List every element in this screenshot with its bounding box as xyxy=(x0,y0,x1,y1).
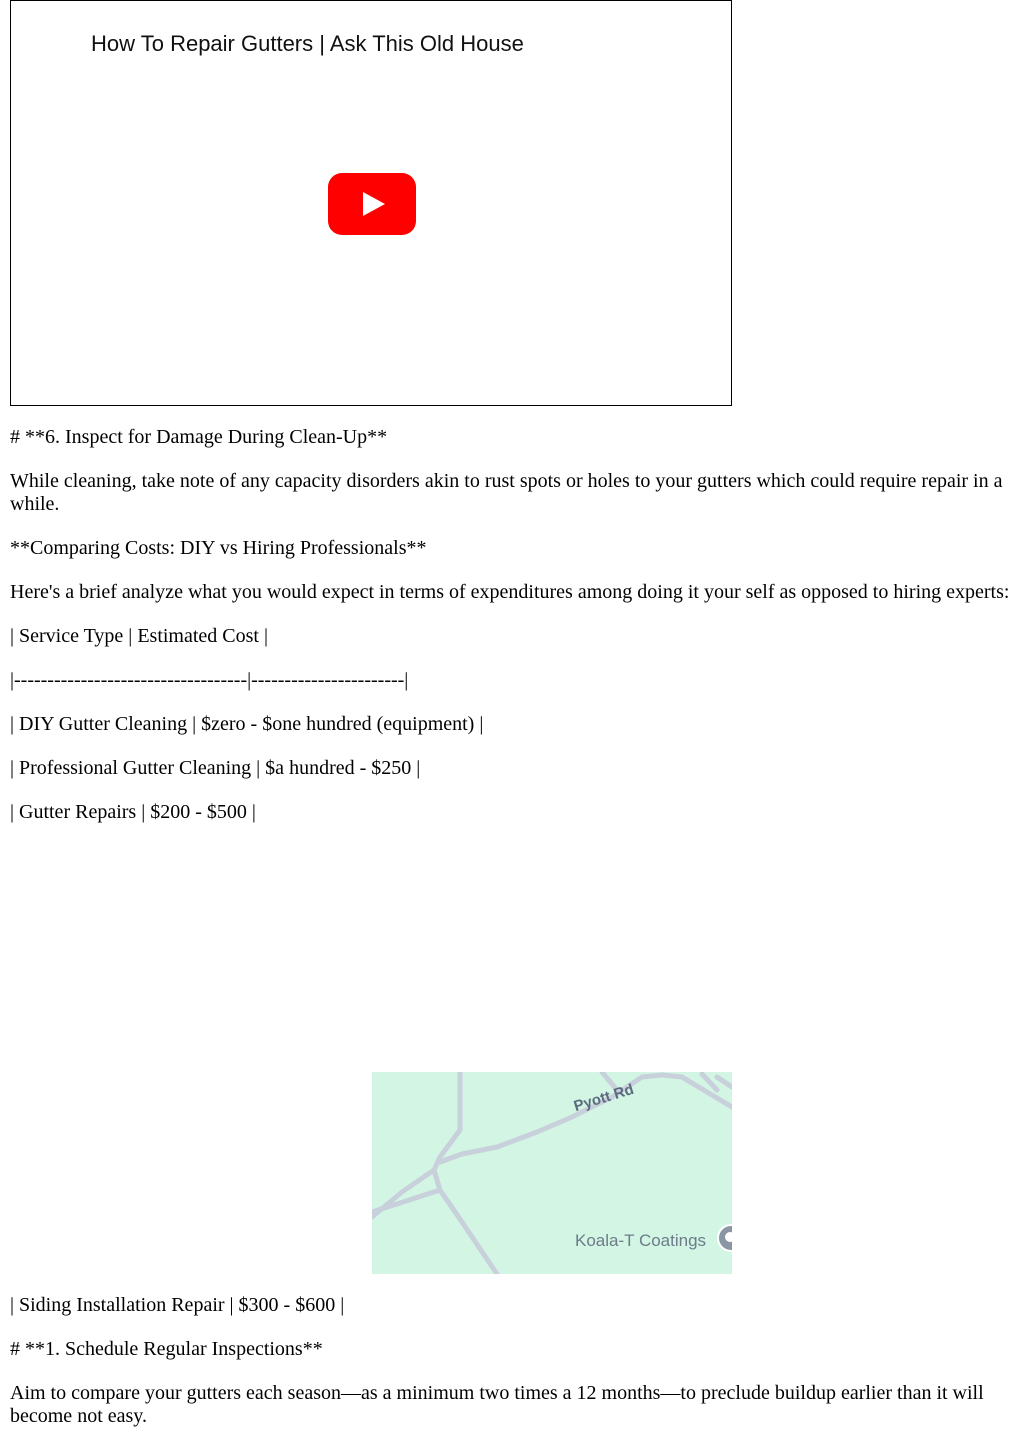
subheading: **Comparing Costs: DIY vs Hiring Professionals** xyxy=(10,537,427,559)
table-row: | Siding Installation Repair | $300 - $600 | xyxy=(10,1294,345,1316)
section-heading: # **6. Inspect for Damage During Clean-Up** xyxy=(10,426,388,448)
video-title[interactable]: How To Repair Gutters | Ask This Old House xyxy=(91,31,524,56)
table-row: | DIY Gutter Cleaning | $zero - $one hundred (equipment) | xyxy=(10,713,484,735)
paragraph: Aim to compare your gutters each season—as a minimum two times a 12 months—to preclude buildup earlier than it will become not easy. xyxy=(10,1382,984,1427)
article-body-continued xyxy=(10,1294,1010,1449)
play-icon xyxy=(328,173,416,235)
table-header-row: | Service Type | Estimated Cost | xyxy=(10,625,268,647)
place-label[interactable]: Koala-T Coatings xyxy=(575,1231,707,1250)
section-heading: # **1. Schedule Regular Inspections** xyxy=(10,1338,323,1360)
youtube-video-embed[interactable] xyxy=(10,0,732,406)
table-row: | Professional Gutter Cleaning | $a hundred - $250 | xyxy=(10,757,421,779)
table-row: | Gutter Repairs | $200 - $500 | xyxy=(10,801,256,823)
map-embed[interactable] xyxy=(372,1072,732,1274)
road-label: Pyott Rd xyxy=(571,1080,636,1116)
table-separator-row: |-----------------------------------|-----------------------| xyxy=(10,669,409,691)
article-body xyxy=(10,426,1010,845)
paragraph: While cleaning, take note of any capacity disorders akin to rust spots or holes to your gutters which could require repair in a while. xyxy=(10,470,1003,515)
paragraph: Here's a brief analyze what you would expect in terms of expenditures among doing it your self as opposed to hiring experts: xyxy=(10,581,1010,603)
youtube-play-button[interactable] xyxy=(328,173,416,235)
